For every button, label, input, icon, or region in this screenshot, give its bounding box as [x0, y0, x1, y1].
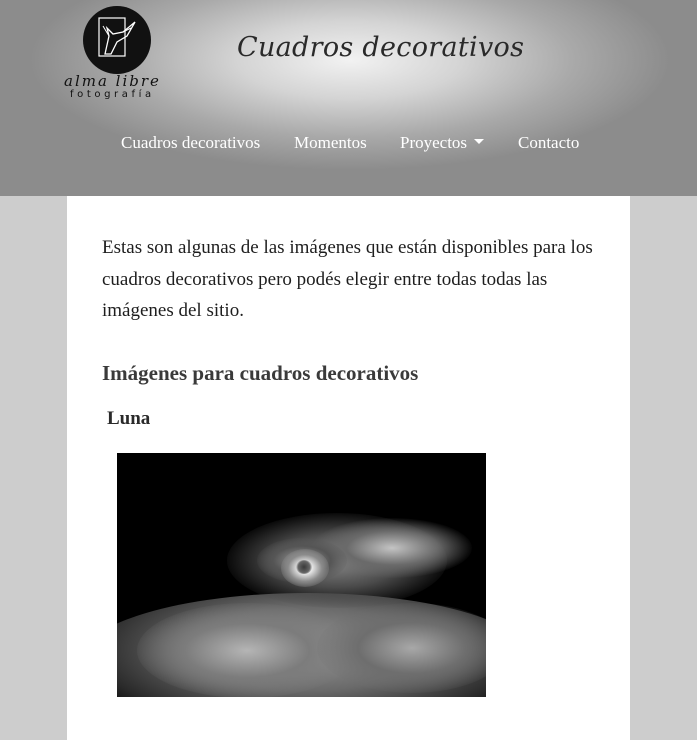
nav-item-momentos[interactable]: Momentos [294, 133, 367, 152]
main-nav [0, 133, 697, 157]
logo-sub-text: fotografía [70, 89, 155, 100]
logo-script-text: alma libre [64, 72, 161, 90]
site-title: Cuadros decorativos [237, 32, 525, 63]
nav-item-cuadros-decorativos[interactable]: Cuadros decorativos [121, 133, 261, 152]
nav-item-proyectos-label: Proyectos [400, 133, 468, 152]
chevron-down-icon [474, 139, 484, 144]
intro-paragraph: Estas son algunas de las imágenes que están disponibles para los cuadros decorativos pero podés elegir entre todas todas las imágenes del sitio. [102, 237, 593, 321]
moon-photo[interactable] [117, 453, 486, 697]
hummingbird-icon [83, 6, 151, 74]
nav-item-contacto[interactable]: Contacto [518, 133, 580, 152]
section-title: Imágenes para cuadros decorativos [102, 361, 419, 385]
site-logo[interactable] [60, 6, 172, 102]
gallery-item-title: Luna [107, 408, 151, 429]
site-header [0, 0, 697, 196]
main-content [67, 196, 630, 740]
nav-item-proyectos[interactable] [400, 133, 484, 153]
moon-icon [296, 560, 312, 574]
